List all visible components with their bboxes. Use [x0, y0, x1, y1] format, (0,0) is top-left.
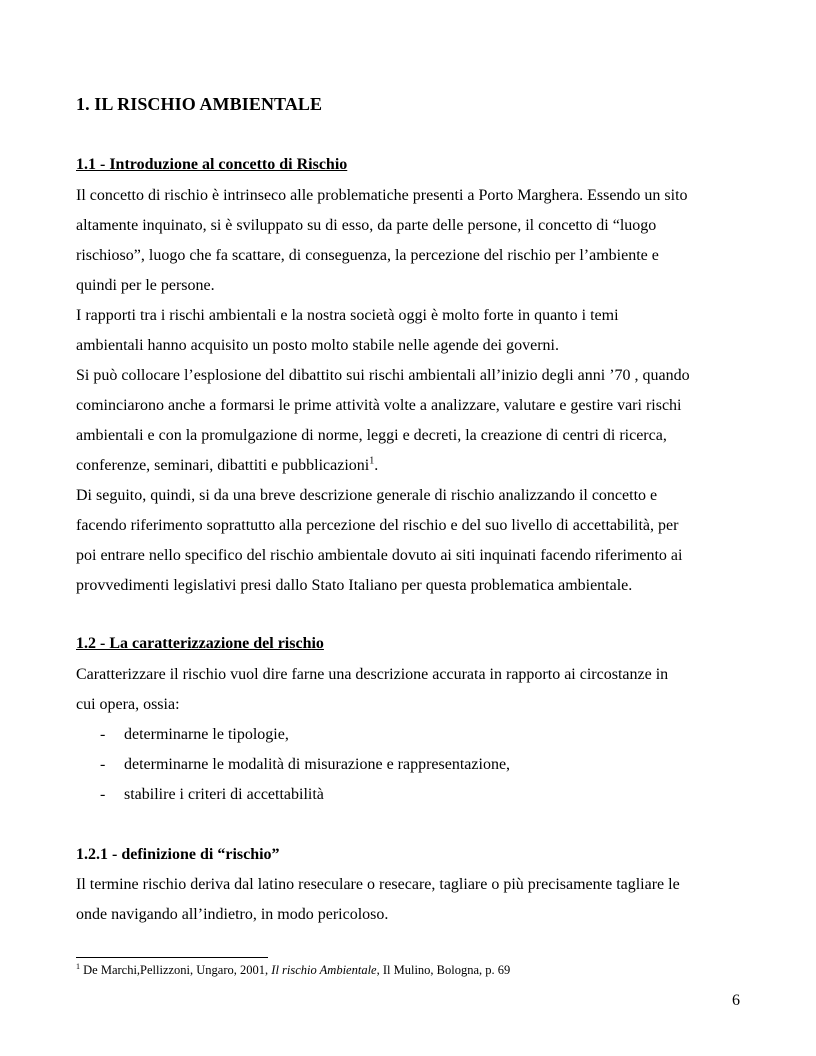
text-line: poi entrare nello specifico del rischio ambientale dovuto ai siti inquinati facendo riferimento ai: [76, 547, 683, 564]
list-item: [76, 750, 744, 780]
text-line: Il termine rischio deriva dal latino reseculare o resecare, tagliare o più precisamente tagliare le: [76, 876, 680, 893]
text-line: ambientali hanno acquisito un posto molto stabile nelle agende dei governi.: [76, 337, 559, 354]
footnote-reference[interactable]: 1: [369, 455, 375, 467]
list-item: [76, 720, 744, 750]
text-line: cominciarono anche a formarsi le prime attività volte a analizzare, valutare e gestire vari rischi: [76, 397, 682, 414]
section-heading-1-2-1: 1.2.1 - definizione di “rischio”: [76, 846, 280, 863]
text-line: provvedimenti legislativi presi dallo Stato Italiano per questa problematica ambientale.: [76, 577, 633, 594]
text-line: Caratterizzare il rischio vuol dire farne una descrizione accurata in rapporto ai circostanze in: [76, 666, 669, 683]
text-line: cui opera, ossia:: [76, 696, 180, 713]
footnote-text: , Il Mulino, Bologna, p. 69: [376, 963, 511, 977]
list-item: [76, 780, 744, 810]
paragraph-definition: [76, 870, 744, 930]
text-line: quindi per le persone.: [76, 277, 215, 294]
list-item-text: stabilire i criteri di accettabilità: [124, 786, 324, 803]
text-line: facendo riferimento soprattutto alla percezione del rischio e del suo livello di accettabilità, per: [76, 517, 679, 534]
list-dash: -: [100, 726, 106, 743]
paragraph-characterization: [76, 660, 744, 720]
chapter-title: 1. IL RISCHIO AMBIENTALE: [76, 94, 323, 114]
characterization-list: [76, 720, 744, 810]
section-heading-1-1: 1.1 - Introduzione al concetto di Rischio: [76, 156, 348, 173]
footnote: [76, 963, 510, 978]
document-page: [76, 0, 744, 1056]
text-line: Il concetto di rischio è intrinseco alle problematiche presenti a Porto Marghera. Essendo un sito: [76, 187, 688, 204]
section-number: 1.2: [76, 635, 100, 652]
list-dash: -: [100, 786, 106, 803]
text-line: I rapporti tra i rischi ambientali e la nostra società oggi è molto forte in quanto i temi: [76, 307, 619, 324]
text-line-with-footnote: [76, 451, 744, 481]
footnote-book-title: Il rischio Ambientale: [271, 963, 377, 977]
footnote-marker: 1: [76, 961, 80, 971]
paragraph-intro: [76, 181, 744, 601]
list-dash: -: [100, 756, 106, 773]
footnote-text: De Marchi,Pellizzoni, Ungaro, 2001,: [80, 963, 272, 977]
footnote-separator: [76, 957, 268, 958]
section-title: - La caratterizzazione del rischio: [100, 635, 324, 652]
section-heading-1-2: [76, 635, 324, 653]
text-line: ambientali e con la promulgazione di norme, leggi e decreti, la creazione di centri di ricerca,: [76, 427, 667, 444]
text-fragment: .: [374, 457, 379, 474]
text-fragment: conferenze, seminari, dibattiti e pubblicazioni: [76, 457, 370, 474]
text-line: altamente inquinato, si è sviluppato su di esso, da parte delle persone, il concetto di “luogo: [76, 217, 657, 234]
text-line: rischioso”, luogo che fa scattare, di conseguenza, la percezione del rischio per l’ambiente e: [76, 247, 659, 264]
list-item-text: determinarne le tipologie,: [124, 726, 289, 743]
text-line: Di seguito, quindi, si da una breve descrizione generale di rischio analizzando il concetto e: [76, 487, 658, 504]
page-number: 6: [732, 992, 740, 1009]
text-line: onde navigando all’indietro, in modo pericoloso.: [76, 906, 389, 923]
list-item-text: determinarne le modalità di misurazione e rappresentazione,: [124, 756, 511, 773]
text-line: Si può collocare l’esplosione del dibattito sui rischi ambientali all’inizio degli anni ’70 , quando: [76, 367, 690, 384]
